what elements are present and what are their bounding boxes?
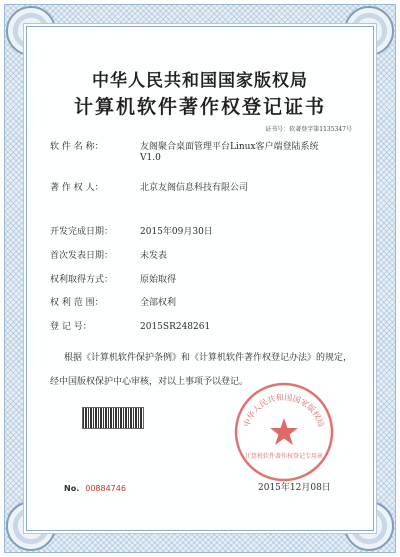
serial-number [64, 484, 126, 493]
certificate-number-label: 证书号： [265, 126, 290, 133]
field-publish-date [50, 251, 167, 262]
field-label: 开发完成日期： [50, 227, 114, 237]
serial-value: 00884746 [85, 484, 126, 493]
certificate-title: 计算机软件著作权登记证书 [73, 96, 326, 118]
certificate-number [265, 124, 352, 133]
field-label: 权利取得方式： [50, 275, 114, 285]
field-rights-scope [50, 298, 176, 309]
issuer-title: 中华人民共和国国家版权局 [92, 71, 308, 91]
field-value: 原始取得 [140, 275, 177, 285]
seal-star-icon [270, 418, 298, 445]
software-name: 友阁聚合桌面管理平台Linux客户端登陆系统 [140, 142, 319, 152]
field-label: 登 记 号： [50, 322, 92, 332]
field-label: 软 件 名 称： [50, 142, 104, 152]
field-acquisition-method [50, 275, 176, 286]
field-copyright-owner [50, 183, 248, 194]
field-value: 全部权利 [140, 298, 177, 308]
serial-label: No. [64, 484, 80, 493]
software-version: V1.0 [140, 153, 161, 163]
field-label: 著 作 权 人： [50, 183, 104, 193]
barcode [82, 407, 144, 429]
field-registration-number [50, 322, 210, 333]
field-value [140, 142, 319, 164]
certificate-number-value: 软著登字第1135347号 [289, 126, 352, 133]
official-seal [232, 380, 336, 484]
issue-date: 2015年12月08日 [258, 483, 331, 493]
field-value: 2015年09月30日 [140, 227, 213, 237]
field-label: 权 利 范 围： [50, 298, 104, 308]
field-value: 2015SR248261 [140, 322, 211, 332]
statement-text: 根据《计算机软件保护条例》和《计算机软件著作权登记办法》的规定，经中国版权保护中心审核，对以上事项予以登记。 [50, 353, 353, 387]
field-software-name [50, 142, 319, 164]
field-label: 首次发表日期： [50, 251, 114, 261]
seal-inner-text: 计算机软件著作权登记专用章 [244, 453, 324, 460]
field-value: 未发表 [140, 251, 168, 261]
seal-outer-text: 中华人民共和国国家版权局 [242, 392, 326, 429]
field-value: 北京友阁信息科技有限公司 [140, 183, 249, 193]
field-completion-date [50, 227, 213, 238]
